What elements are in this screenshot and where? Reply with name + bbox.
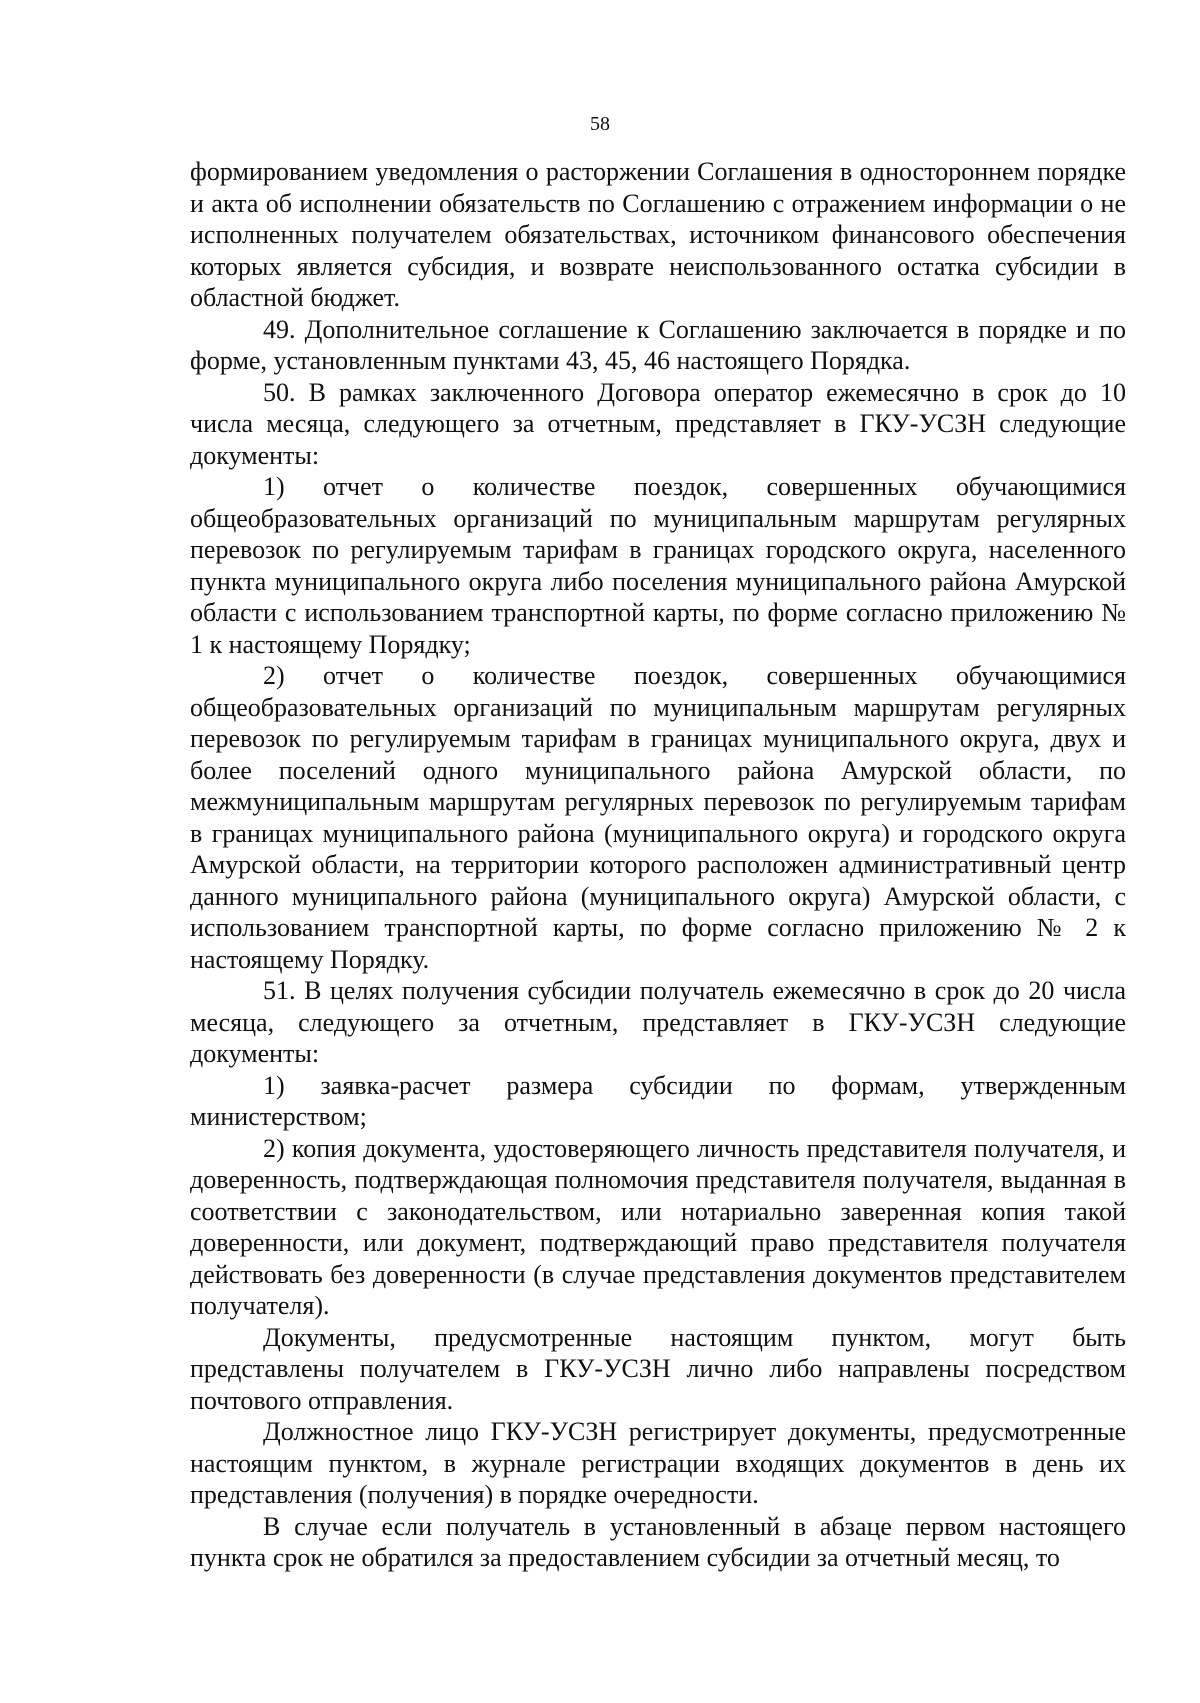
paragraph-documents-submission: Документы, предусмотренные настоящим пунктом, могут быть представлены получателем в ГКУ-УСЗН лично либо направлены посредством почтового отправления. — [190, 1322, 1126, 1415]
paragraph-item-51-sub-2: 2) копия документа, удостоверяющего личность представителя получателя, и доверенность, подтверждающая полномочия представителя получателя, выданная в соответствии с законодательством, или нотариально заверенная копия такой доверенности, или документ, подтверждающий право представителя получателя действовать без доверенности (в случае представления документов представителем получателя). — [190, 1133, 1126, 1320]
paragraph-item-51-sub-1: 1) заявка-расчет размера субсидии по формам, утвержденным министерством; — [190, 1070, 1126, 1131]
document-body — [190, 156, 1126, 1574]
paragraph-item-49: 49. Дополнительное соглашение к Соглашению заключается в порядке и по форме, установленным пунктами 43, 45, 46 настоящего Порядка. — [190, 314, 1126, 375]
paragraph-item-50-sub-1: 1) отчет о количестве поездок, совершенных обучающимися общеобразовательных организаций по муниципальным маршрутам регулярных перевозок по регулируемым тарифам в границах городского округа, населенного пункта муниципального округа либо поселения муниципального района Амурской области с использованием транспортной карты, по форме согласно приложению № 1 к настоящему Порядку; — [190, 472, 1126, 659]
paragraph-continuation: формированием уведомления о расторжении Соглашения в одностороннем порядке и акта об исполнении обязательств по Соглашению с отражением информации о не исполненных получателем обязательствах, источником финансового обеспечения которых является субсидия, и возврате неиспользованного остатка субсидии в областной бюджет. — [190, 157, 1126, 312]
paragraph-registration: Должностное лицо ГКУ-УСЗН регистрирует документы, предусмотренные настоящим пунктом, в журнале регистрации входящих документов в день их представления (получения) в порядке очередности. — [190, 1417, 1126, 1509]
paragraph-item-50: 50. В рамках заключенного Договора оператор ежемесячно в срок до 10 числа месяца, следующего за отчетным, представляет в ГКУ-УСЗН следующие документы: — [190, 377, 1126, 470]
paragraph-item-51: 51. В целях получения субсидии получатель ежемесячно в срок до 20 числа месяца, следующего за отчетным, представляет в ГКУ-УСЗН следующие документы: — [190, 976, 1126, 1068]
page-number: 58 — [590, 113, 610, 135]
paragraph-item-50-sub-2: 2) отчет о количестве поездок, совершенных обучающимися общеобразовательных организаций по муниципальным маршрутам регулярных перевозок по регулируемым тарифам в границах муниципального округа, двух и более поселений одного муниципального района Амурской области, по межмуниципальным маршрутам регулярных перевозок по регулируемым тарифам в границах муниципального района (муниципального округа) и городского округа Амурской области, на территории которого расположен административный центр данного муниципального района (муниципального округа) Амурской области, с использованием транспортной карты, по форме согласно приложению № 2 к настоящему Порядку. — [190, 661, 1126, 974]
paragraph-deadline-missed: В случае если получатель в установленный в абзаце первом настоящего пункта срок не обратился за предоставлением субсидии за отчетный месяц, то — [190, 1511, 1126, 1572]
